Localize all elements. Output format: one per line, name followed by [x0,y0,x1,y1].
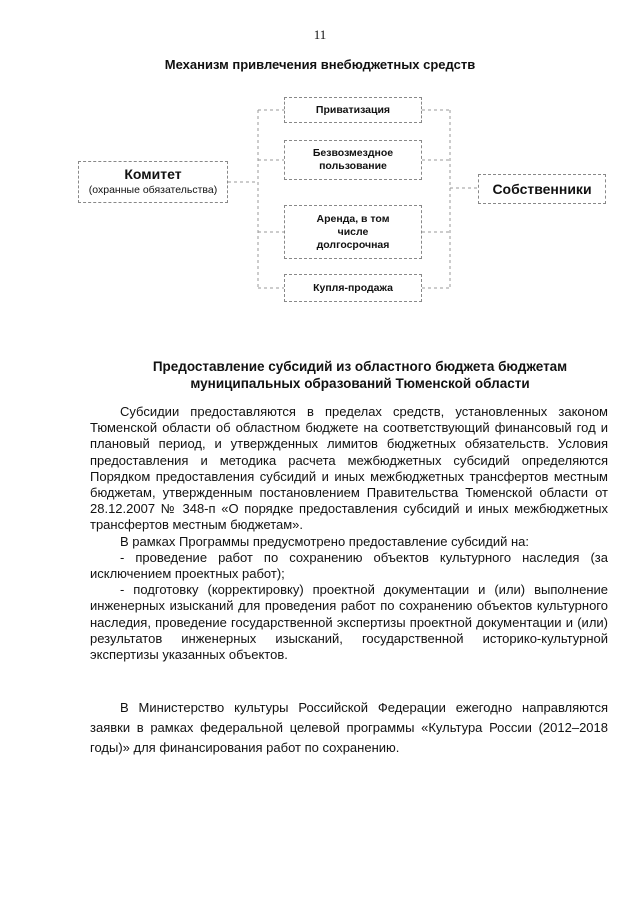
owners-box: Собственники [478,174,606,204]
committee-box [78,161,228,203]
body-text [90,404,608,663]
diagram-title: Механизм привлечения внебюджетных средств [164,57,476,72]
mechanism-purchase-sale: Купля-продажа [284,274,422,302]
committee-note: (охранные обязательства) [88,184,218,196]
paragraph-subsidies: Субсидии предоставляются в пределах средств, установленных законом Тюменской области об областном бюджете на соответствующий финансовый год и плановый период, и утвержденных лимитов бюджетных обязательств. Условия предоставления и методика расчета межбюджетных субсидий определяются Порядком предоставления субсидий и иных межбюджетных трансфертов местным бюджетам, утвержденным постановлением Правительства Тюменской области от 28.12.2007 № 348-п «О порядке предоставления субсидий и иных межбюджетных трансфертов местным бюджетам». [90,404,608,533]
mechanism-lease: Аренда, в том числе долгосрочная [284,205,422,259]
committee-label: Комитет [124,166,182,182]
paragraph-program: В рамках Программы предусмотрено предоставление субсидий на: [120,533,530,549]
page-number: 11 [313,27,327,42]
mechanism-free-use: Безвозмездное пользование [284,140,422,180]
paragraph-ministry: В Министерство культуры Российской Федерации ежегодно направляются заявки в рамках федеральной целевой программы «Культура России (2012–2018 годы)» для финансирования работ по сохранению. [90,700,608,755]
mechanism-privatization: Приватизация [284,97,422,123]
list-item-works: - проведение работ по сохранению объектов культурного наследия (за исключением проектных работ); [90,549,608,582]
list-item-documentation: - подготовку (корректировку) проектной документации и (или) выполнение инженерных изысканий для проведения работ по сохранению объектов культурного наследия, проведение государственной экспертизы проектной документации и (или) результатов инженерных изысканий, государственной историко-культурной экспертизы указанных объектов. [90,582,608,663]
section-title: Предоставление субсидий из областного бюджета бюджетам муниципальных образований Тюменской области [152,359,568,391]
